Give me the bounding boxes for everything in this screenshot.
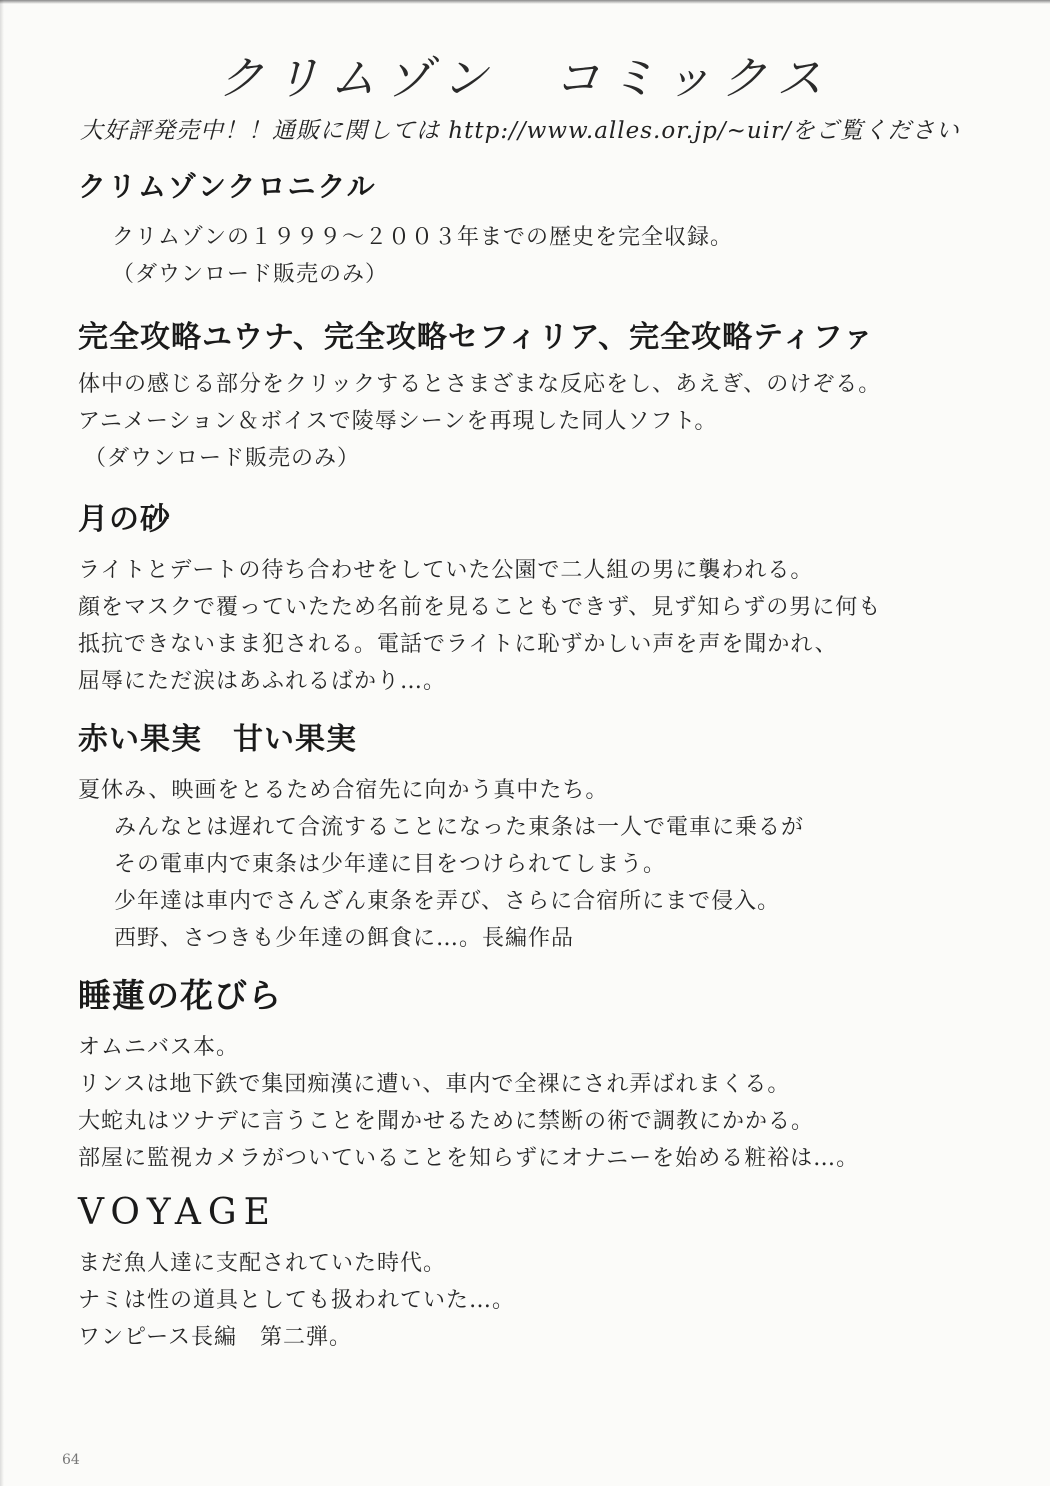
- section-complete-capture: [78, 312, 978, 477]
- body-line: アニメーション＆ボイスで陵辱シーンを再現した同人ソフト。: [78, 409, 718, 434]
- body-line: ライトとデートの待ち合わせをしていた公園で二人組の男に襲われる。: [78, 558, 814, 583]
- section-body: [78, 366, 978, 477]
- body-line: 大蛇丸はツナデに言うことを聞かせるために禁断の術で調教にかかる。: [78, 1109, 815, 1134]
- body-line: 西野、さつきも少年達の餌食に…。長編作品: [114, 926, 575, 951]
- section-crimson-chronicle: [78, 165, 978, 293]
- body-line: 少年達は車内でさんざん東条を弄び、さらに合宿所にまで侵入。: [114, 889, 781, 914]
- body-line: オムニバス本。: [78, 1035, 240, 1060]
- body-line: （ダウンロード販売のみ）: [112, 262, 389, 287]
- section-heading: クリムゾンクロニクル: [78, 170, 377, 203]
- section-heading: VOYAGE: [78, 1192, 277, 1233]
- section-heading: 赤い果実 甘い果実: [78, 722, 357, 757]
- body-line: みんなとは遅れて合流することになった東条は一人で電車に乗るが: [114, 815, 805, 840]
- body-line: 顔をマスクで覆っていたため名前を見ることもできず、見ず知らずの男に何も: [78, 595, 882, 620]
- section-body: [78, 1029, 978, 1177]
- page-number: 64: [62, 1452, 80, 1468]
- body-line: ナミは性の道具としても扱われていた…。: [78, 1288, 516, 1313]
- section-body: [78, 552, 978, 700]
- section-heading: 完全攻略ユウナ、完全攻略セフィリア、完全攻略ティファ: [78, 320, 875, 355]
- section-heading: 睡蓮の花びら: [78, 976, 282, 1015]
- body-line: リンスは地下鉄で集団痴漢に遭い、車内で全裸にされ弄ばれまくる。: [78, 1072, 791, 1097]
- body-line: 部屋に監視カメラがついていることを知らずにオナニーを始める粧裕は…。: [78, 1146, 860, 1171]
- page-subtitle: 大好評発売中！！通販に関しては http://www.alles.or.jp/~uir/をご覧ください: [80, 118, 960, 144]
- section-akai-kajitsu: [78, 714, 978, 957]
- body-line: その電車内で東条は少年達に目をつけられてしまう。: [114, 852, 667, 877]
- scan-edge-top: [0, 0, 1050, 4]
- section-body: [78, 772, 978, 957]
- body-line: 体中の感じる部分をクリックするとさまざまな反応をし、あえぎ、のけぞる。: [78, 372, 882, 397]
- body-line: ワンピース長編 第二弾。: [78, 1325, 353, 1350]
- section-heading: 月の砂: [78, 502, 171, 537]
- scan-edge-left: [0, 0, 4, 1486]
- page-title: クリムゾン コミックス: [217, 51, 833, 105]
- body-line: まだ魚人達に支配されていた時代。: [78, 1251, 447, 1276]
- section-suiren-no-hanabira: [78, 970, 978, 1177]
- section-body: [78, 219, 978, 293]
- section-tsuki-no-suna: [78, 494, 978, 700]
- section-voyage: [78, 1192, 978, 1356]
- body-line: （ダウンロード販売のみ）: [84, 446, 361, 471]
- body-line: 抵抗できないまま犯される。電話でライトに恥ずかしい声を声を聞かれ、: [78, 632, 838, 657]
- section-body: [78, 1245, 978, 1356]
- body-line: 夏休み、映画をとるため合宿先に向かう真中たち。: [78, 778, 609, 803]
- body-line: 屈辱にただ涙はあふれるばかり…。: [78, 669, 447, 694]
- body-line: クリムゾンの１９９９～２００３年までの歴史を完全収録。: [112, 225, 734, 250]
